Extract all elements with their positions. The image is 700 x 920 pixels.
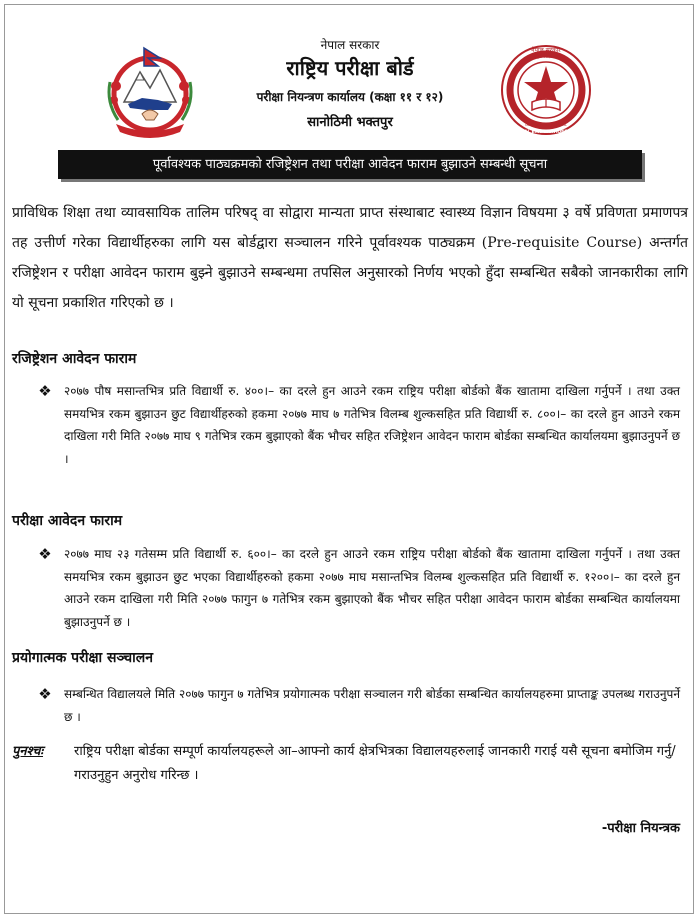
signature-title: -परीक्षा नियन्त्रक	[601, 821, 680, 836]
diamond-bullet-icon: ❖	[38, 685, 52, 703]
list-item	[36, 380, 680, 470]
office-location: सानोठिमी भक्तपुर	[307, 115, 393, 130]
section-heading-registration: रजिष्ट्रेशन आवेदन फाराम	[12, 351, 137, 367]
seal-band-left-text: राष्ट्रिय परीक्षा बोर्ड	[533, 54, 559, 59]
exam-board-seal-icon	[498, 42, 594, 138]
board-name: राष्ट्रिय परीक्षा बोर्ड	[286, 56, 414, 80]
postscript-text: राष्ट्रिय परीक्षा बोर्डका सम्पूर्ण कार्यालयहरूले आ–आफ्नो कार्य क्षेत्रभित्रका विद्यालयहरुलाई जानकारी गराई यसै सूचना बमोजिम गर्नु/गराउनुहुन अनुरोध गरिन्छ ।	[74, 744, 676, 783]
list-item-text: २०७७ पौष मसान्तभित्र प्रति विद्यार्थी रु. ४००।– का दरले हुन आउने रकम राष्ट्रिय परीक्षा बोर्डको बैंक खातामा दाखिला गर्नुपर्ने । तथा उक्त समयभित्र रकम बुझाउन छुट विद्यार्थीहरुको हकमा २०७७ माघ ७ गतेभित्र विलम्ब शुल्कसहित प्रति विद्यार्थी रु. ८००।– का दरले हुन आउने रकम दाखिला गरी मिति २०७७ माघ ९ गतेभित्र रकम बुझाएको बैंक भौचर सहित रजिष्ट्रेशन आवेदन फाराम बोर्डका सम्बन्धित कार्यालयमा बुझाउनुपर्ने छ ।	[64, 384, 680, 466]
list-item-text: सम्बन्धित विद्यालयले मिति २०७७ फागुन ७ गतेभित्र प्रयोगात्मक परीक्षा सञ्चालन गरी बोर्डका सम्बन्धित कार्यालयहरुमा प्राप्ताङ्क उपलब्ध गराउनुपर्ने छ ।	[64, 687, 680, 724]
postscript	[12, 740, 688, 788]
postscript-label: पुनश्चः	[12, 744, 44, 759]
diamond-bullet-icon: ❖	[38, 545, 52, 563]
list-item-text: २०७७ माघ २३ गतेसम्म प्रति विद्यार्थी रु. ६००।– का दरले हुन आउने रकम राष्ट्रिय परीक्षा बोर्डको बैंक खातामा दाखिला गर्नुपर्ने । तथा उक्त समयभित्र रकम बुझाउन छुट भएका विद्यार्थीहरुको हकमा २०७७ माघ मसान्तभित्र विलम्ब शुल्कसहित प्रति विद्यार्थी रु. १२००।– का दरले हुन आउने रकम दाखिला गरी मिति २०७७ फागुन ७ गतेभित्र रकम बुझाएको बैंक भौचर सहित परीक्षा आवेदन फाराम बोर्डका सम्बन्धित कार्यालयमा बुझाउनुपर्ने छ ।	[64, 547, 680, 629]
list-item	[36, 543, 680, 633]
government-name: नेपाल सरकार	[320, 38, 380, 52]
intro-paragraph: प्राविधिक शिक्षा तथा व्यावसायिक तालिम परिषद् वा सोद्वारा मान्यता प्राप्त संस्थाबाट स्वास्थ्य विज्ञान विषयमा ३ वर्षे प्रविणता प्रमाणपत्र तह उत्तीर्ण गरेका विद्यार्थीहरुका लागि यस बोर्डद्वारा सञ्चालन गरिने पूर्वावश्यक पाठ्यक्रम (Pre-requisite Course) अन्तर्गत रजिष्ट्रेशन र परीक्षा आवेदन फाराम बुझ्ने बुझाउने सम्बन्धमा तपसिल अनुसारको निर्णय भएको हुँदा सम्बन्धित सबैको जानकारीका लागि यो सूचना प्रकाशित गरिएको छ ।	[12, 205, 688, 311]
diamond-bullet-icon: ❖	[38, 382, 52, 400]
seal-band-en-text: GOVERNMENT OF NEPAL	[525, 123, 567, 127]
office-name: परीक्षा नियन्त्रण कार्यालय (कक्षा ११ र १२)	[256, 90, 444, 104]
list-item	[36, 683, 680, 728]
seal-bottom-text: NATIONAL EXAMINATIONS BOARD	[506, 129, 586, 134]
notice-title: पूर्वावश्यक पाठ्यक्रमको रजिष्ट्रेशन तथा परीक्षा आवेदन फाराम बुझाउने सम्बन्धी सूचना	[58, 150, 642, 179]
section-heading-practical-exam: प्रयोगात्मक परीक्षा सञ्चालन	[12, 650, 154, 666]
letterhead	[0, 0, 700, 150]
section-heading-exam-form: परीक्षा आवेदन फाराम	[12, 513, 123, 529]
seal-top-text: नेपाल सरकार	[531, 47, 561, 54]
